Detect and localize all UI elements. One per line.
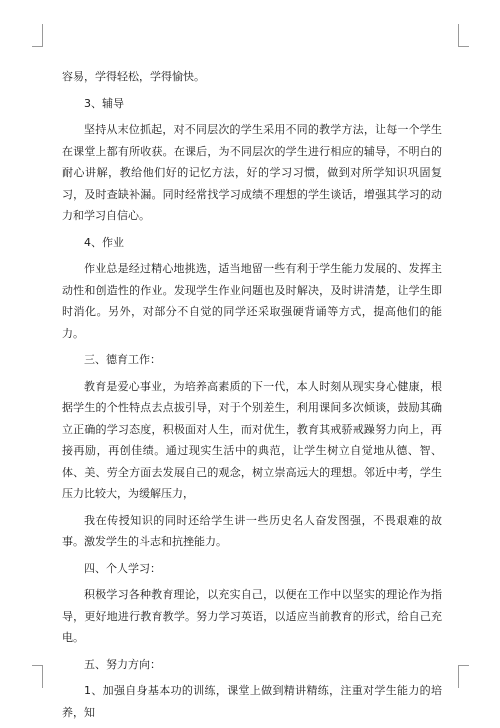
paragraph-personal-study: 积极学习各种教育理论，以充实自己，以便在工作中以坚实的理论作为指导，更好地进行教育教学。努力学习英语，以适应当前教育的形式，给自己充电。 xyxy=(62,588,442,644)
document-body xyxy=(62,66,442,728)
heading-moral-education: 三、德育工作： xyxy=(84,353,161,366)
heading-homework: 4、作业 xyxy=(84,235,124,249)
heading-tutoring: 3、辅导 xyxy=(84,96,124,110)
paragraph-moral-education: 教育是爱心事业，为培养高素质的下一代，本人时刻从现实身心健康，根据学生的个性特点去点拔引导，对于个别差生，利用课间多次倾谈，鼓励其确立正确的学习态度，积极面对人生，而对优生，教育其戒骄戒躁努力向上，再接再励，再创佳绩。通过现实生活中的典范，让学生树立自觉地从德、智、体、美、劳全方面去发展自己的观念，树立崇高远大的理想。邻近中考，学生压力比较大，为缓解压力， xyxy=(62,379,442,500)
paragraph-homework: 作业总是经过精心地挑选，适当地留一些有利于学生能力发展的、发挥主动性和创造性的作业。发现学生作业问题也及时解决，及时讲清楚，让学生即时消化。另外，对部分不自觉的同学还采取强硬背诵等方式，提高他们的能力。 xyxy=(62,262,442,340)
paragraph-moral-education-cont: 我在传授知识的同时还给学生讲一些历史名人奋发图强，不畏艰难的故事。激发学生的斗志和抗挫能力。 xyxy=(62,513,442,548)
paragraph-direction-1: 1、加强自身基本功的训练，课堂上做到精讲精练，注重对学生能力的培养，知 xyxy=(62,684,442,719)
crop-mark-bottom-left xyxy=(32,665,43,688)
heading-direction: 五、努力方向： xyxy=(84,657,161,671)
crop-mark-bottom-right xyxy=(458,665,469,688)
heading-personal-study: 四、个人学习： xyxy=(84,561,161,575)
crop-mark-top-left xyxy=(32,24,43,47)
paragraph-continuation: 容易，学得轻松，学得愉快。 xyxy=(62,70,205,83)
paragraph-tutoring: 坚持从末位抓起，对不同层次的学生采用不同的教学方法，让每一个学生在课堂上都有所收获。在课后，为不同层次的学生进行相应的辅导，不明白的耐心讲解，教给他们好的记忆方法，好的学习习惯，做到对所学知识巩固复习，及时查缺补漏。同时经常找学习成绩不理想的学生谈话，增强其学习的动力和学习自信心。 xyxy=(62,123,442,222)
crop-mark-top-right xyxy=(458,24,469,47)
